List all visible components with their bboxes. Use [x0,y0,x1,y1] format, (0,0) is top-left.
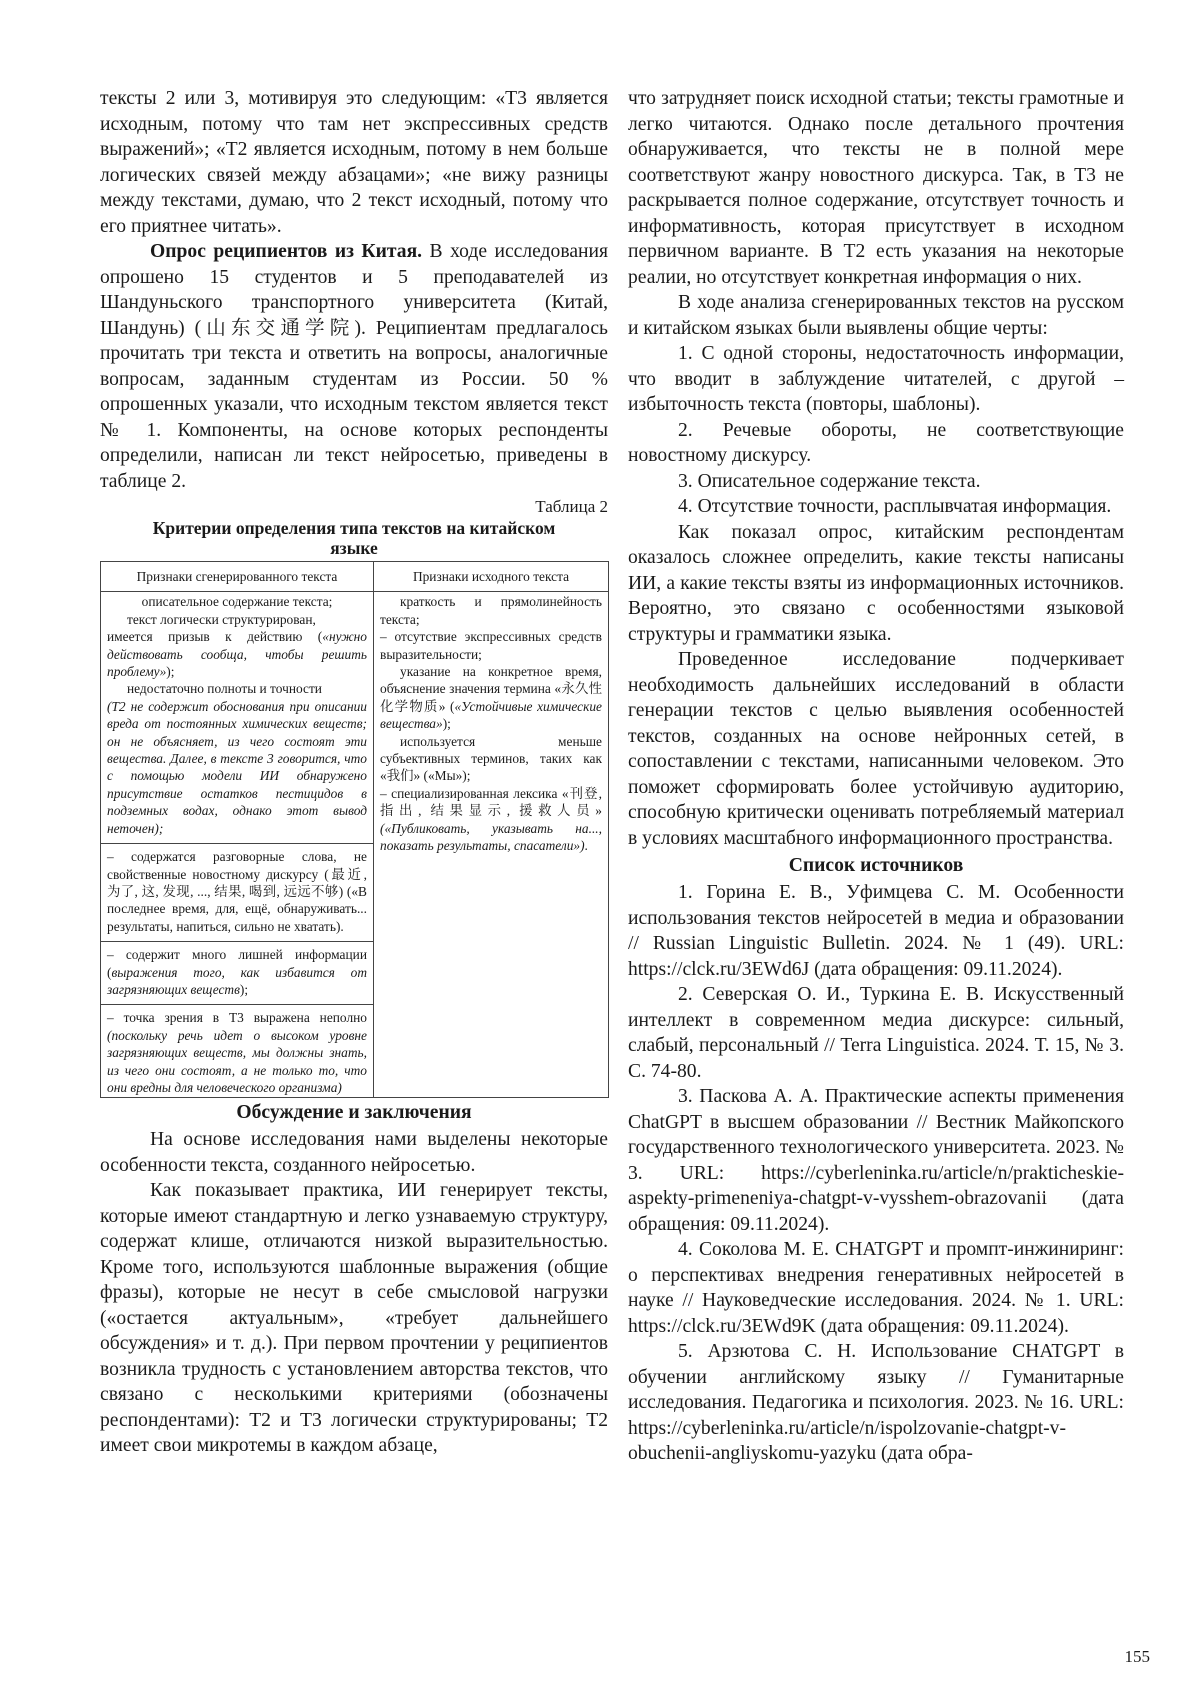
section-heading-sources: Список источников [788,855,964,876]
list-item: 2. Речевые обороты, не соответствующие новостному дискурсу. [628,419,1124,466]
paragraph: На основе исследования нами выделены некоторые особенности текста, созданного нейросетью. [100,1129,608,1176]
table-header-generated: Признаки сгенерированного текста [101,562,374,592]
paragraph-china-survey: Опрос реципиентов из Китая. В ходе исследования опрошено 15 студентов и 5 преподавателей из Шандуньского транспортного университета (Китай, Шандунь) (山东交通学院). Реципиентам предлагалось прочитать три текста и ответить на вопросы, аналогичные вопросам, заданным студентам из России. 50 % опрошенных указали, что исходным текстом является текст № 1. Компоненты, на основе которых респонденты определили, написан ли текст нейросетью, приведены в таблице 2. [100,241,608,492]
paragraph: Как показывает практика, ИИ генерирует тексты, которые имеют стандартную и легко узнаваемую структуру, содержат клише, отличаются низкой выразительностью. Кроме того, используются шаблонные выражения (общие фразы), которые не несут в себе смысловой нагрузки («остается актуальным», «требует дальнейшего обсуждения» и т. д.). При первом прочтении у реципиентов возникла трудность с установлением авторства текстов, что связано с несколькими критериями (обозначены респондентами): Т2 и Т3 логически структурированы; Т2 имеет свои микротемы в каждом абзаце, [100,1180,608,1457]
criteria-table [100,561,609,1098]
left-column [100,86,608,1459]
page-number: 155 [1124,1647,1150,1666]
table-header-original: Признаки исходного текста [374,562,609,592]
paragraph: В ходе анализа сгенерированных текстов на русском и китайском языках были выявлены общие черты: [628,292,1124,339]
reference-item: 3. Паскова А. А. Практические аспекты применения ChatGPT в высшем образовании // Вестник Майкопского государственного технологического университета. 2023. № 3. URL: https://cyberleninka.ru/article/n/prakticheskie-aspekty-primeneniya-chatgpt-v-vysshem-obrazovanii (дата обращения: 09.11.2024). [628,1086,1124,1235]
reference-item: 2. Северская О. И., Туркина Е. В. Искусственный интеллект в современном медиа дискурсе: сильный, слабый, персональный // Terra Linguistica. 2024. Т. 15, № 3. С. 74-80. [628,984,1124,1082]
right-column [628,86,1124,1467]
paragraph: Проведенное исследование подчеркивает необходимость дальнейших исследований в области генерации текстов с целью выявления особенностей текстов, созданных на основе нейронных сетей, в сопоставлении с текстами, написанными человеком. Это поможет сформировать более устойчивую аудиторию, способную критически оценивать потребляемый материал в условиях масштабного информационного пространства. [628,649,1124,849]
table-cell-original: краткость и прямолинейность текста; – отсутствие экспрессивных средств выразительности; указание на конкретное время, объяснение значения термина «永久性化学物质» («Устойчивые химические вещества»); используется меньше субъективных терминов, таких как «我们» («Мы»); – специализированная лексика «刊登, 指出, 结果显示, 援救人员» («Публиковать, указывать на..., показать результаты, спасатели»). [374,592,609,1098]
paragraph: что затрудняет поиск исходной статьи; тексты грамотные и легко читаются. Однако после детального прочтения обнаруживается, что тексты не в полной мере соответствуют жанру новостного дискурса. Так, в Т3 не раскрывается полное содержание, отсутствует точность и информативность, которая присутствует в исходном первичном варианте. В Т2 есть указания на некоторые реалии, но отсутствует конкретная информация о них. [628,88,1124,288]
section-heading-discussion: Обсуждение и заключения [236,1102,472,1124]
table-header-row [101,562,609,592]
table-row [101,592,609,1098]
reference-item: 5. Арзютова С. Н. Использование CHATGPT в обучении английскому языку // Гуманитарные исследования. Педагогика и психология. 2023. № 16. URL: https://cyberleninka.ru/article/n/ispolzovanie-chatgpt-v-obuchenii-angliyskomu-yazyku (дата обра- [628,1341,1124,1464]
paragraph: тексты 2 или 3, мотивируя это следующим: «Т3 является исходным, потому что там нет экспрессивных средств выражений»; «Т2 является исходным, потому в нем больше логических связей между абзацами»; «не вижу разницы между текстами, думаю, что 2 текст исходный, потому что его приятнее читать». [100,88,608,237]
list-item: 1. С одной стороны, недостаточность информации, что вводит в заблуждение читателей, с другой – избыточность текста (повторы, шаблоны). [628,343,1124,415]
table-number: Таблица 2 [535,497,608,516]
table-title: Критерии определения типа текстов на китайском языке [152,518,556,558]
paragraph: Как показал опрос, китайским респондентам оказалось сложнее определить, какие тексты написаны ИИ, а какие тексты взяты из информационных источников. Вероятно, это связано с особенностями языковой структуры и грамматики языка. [628,521,1124,645]
list-item: 4. Отсутствие точности, расплывчатая информация. [678,496,1112,517]
reference-item: 4. Соколова М. Е. CHATGPT и промпт-инжиниринг: о перспективах внедрения генеративных нейросетей в науке // Науковедческие исследования. 2024. № 1. URL: https://clck.ru/3EWd9K (дата обращения: 09.11.2024). [628,1239,1124,1337]
table-cell-generated: описательное содержание текста; текст логически структурирован, имеется призыв к действию («нужно действовать сообща, чтобы решить проблему»); недостаточно полноты и точности (Т2 не содержит обоснования при описании вреда от постоянных химических веществ; он не объясняет, из чего состоят эти вещества. Далее, в тексте 3 говорится, что с помощью модели ИИ обнаружено присутствие остатков пестицидов в подземных водах, однако этот вывод неточен); – содержатся разговорные слова, не свойственные новостному дискурсу (最近, 为了, 这, 发现, ..., 结果, 喝到, 远远不够) («В последнее время, для, ещё, обнаруживать... результаты, напиться, сильно не хватать). – содержит много лишней информации (выражения того, как избавится от загрязняющих веществ); – точка зрения в Т3 выражена неполно (поскольку речь идет о высоком уровне загрязняющих веществ, мы должны знать, из чего они состоят, а не только то, что они вредны для человеческого организма) [101,592,374,1098]
paragraph-lead: Опрос реципиентов из Китая. [150,241,423,262]
list-item: 3. Описательное содержание текста. [678,470,981,492]
reference-item: 1. Горина Е. В., Уфимцева С. М. Особенности использования текстов нейросетей в медиа и образовании // Russian Linguistic Bulletin. 2024. № 1 (49). URL: https://clck.ru/3EWd6J (дата обращения: 09.11.2024). [628,882,1124,980]
